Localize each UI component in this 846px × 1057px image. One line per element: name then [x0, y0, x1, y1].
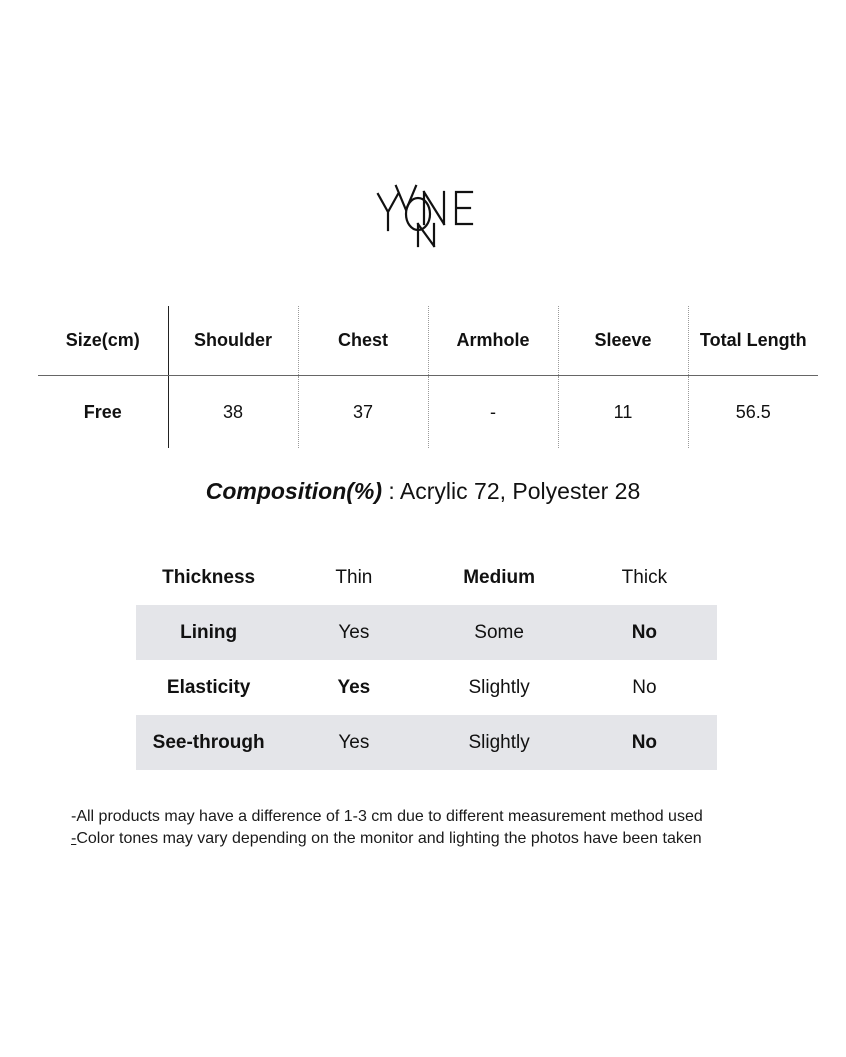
property-label: Lining: [136, 605, 281, 660]
property-option: No: [572, 715, 717, 770]
size-header-armhole: Armhole: [428, 306, 558, 376]
size-table: [38, 306, 818, 448]
size-cell-total-length: 56.5: [688, 376, 818, 449]
property-option: Slightly: [427, 715, 572, 770]
size-header-sleeve: Sleeve: [558, 306, 688, 376]
disclaimer-notes: [71, 806, 831, 850]
size-cell-sleeve: 11: [558, 376, 688, 449]
property-option: Thin: [335, 566, 373, 588]
property-row-thickness: [136, 550, 717, 605]
property-row-elasticity: [136, 660, 717, 715]
property-option: Thick: [621, 566, 668, 588]
properties-table: [136, 550, 717, 770]
property-row-lining: [136, 605, 717, 660]
note-color-text: Color tones may vary depending on the monitor and lighting the photos have been taken: [76, 830, 702, 847]
size-header-size: Size(cm): [38, 306, 168, 376]
property-option: Yes: [337, 676, 371, 698]
composition-label: Composition(%): [205, 478, 383, 504]
property-option: Some: [427, 605, 572, 660]
brand-logo: [372, 180, 482, 250]
property-option: No: [572, 605, 717, 660]
property-option: No: [632, 676, 657, 698]
size-cell-shoulder: 38: [222, 401, 244, 422]
size-cell-size: Free: [38, 376, 168, 449]
note-measurement: -All products may have a difference of 1-3 cm due to different measurement method used: [71, 808, 703, 825]
property-row-see-through: [136, 715, 717, 770]
property-label: Elasticity: [166, 676, 251, 698]
composition-value: : Acrylic 72, Polyester 28: [382, 478, 641, 504]
property-option: Medium: [463, 566, 536, 588]
property-option: Yes: [281, 605, 426, 660]
note-color-tones: [71, 828, 831, 850]
size-table-header-row: [38, 306, 818, 376]
property-label: Thickness: [162, 566, 256, 588]
size-header-total-length: Total Length: [688, 306, 818, 376]
note-dash: -: [71, 830, 77, 847]
size-header-shoulder: Shoulder: [168, 306, 298, 376]
size-cell-armhole: -: [428, 376, 558, 449]
size-cell-chest: 37: [298, 376, 428, 449]
property-option: Slightly: [468, 676, 530, 698]
composition-line: [0, 478, 846, 505]
table-row: [38, 376, 818, 449]
property-label: See-through: [136, 715, 281, 770]
brand-logo-mark: [372, 180, 482, 250]
property-option: Yes: [281, 715, 426, 770]
size-header-chest: Chest: [298, 306, 428, 376]
